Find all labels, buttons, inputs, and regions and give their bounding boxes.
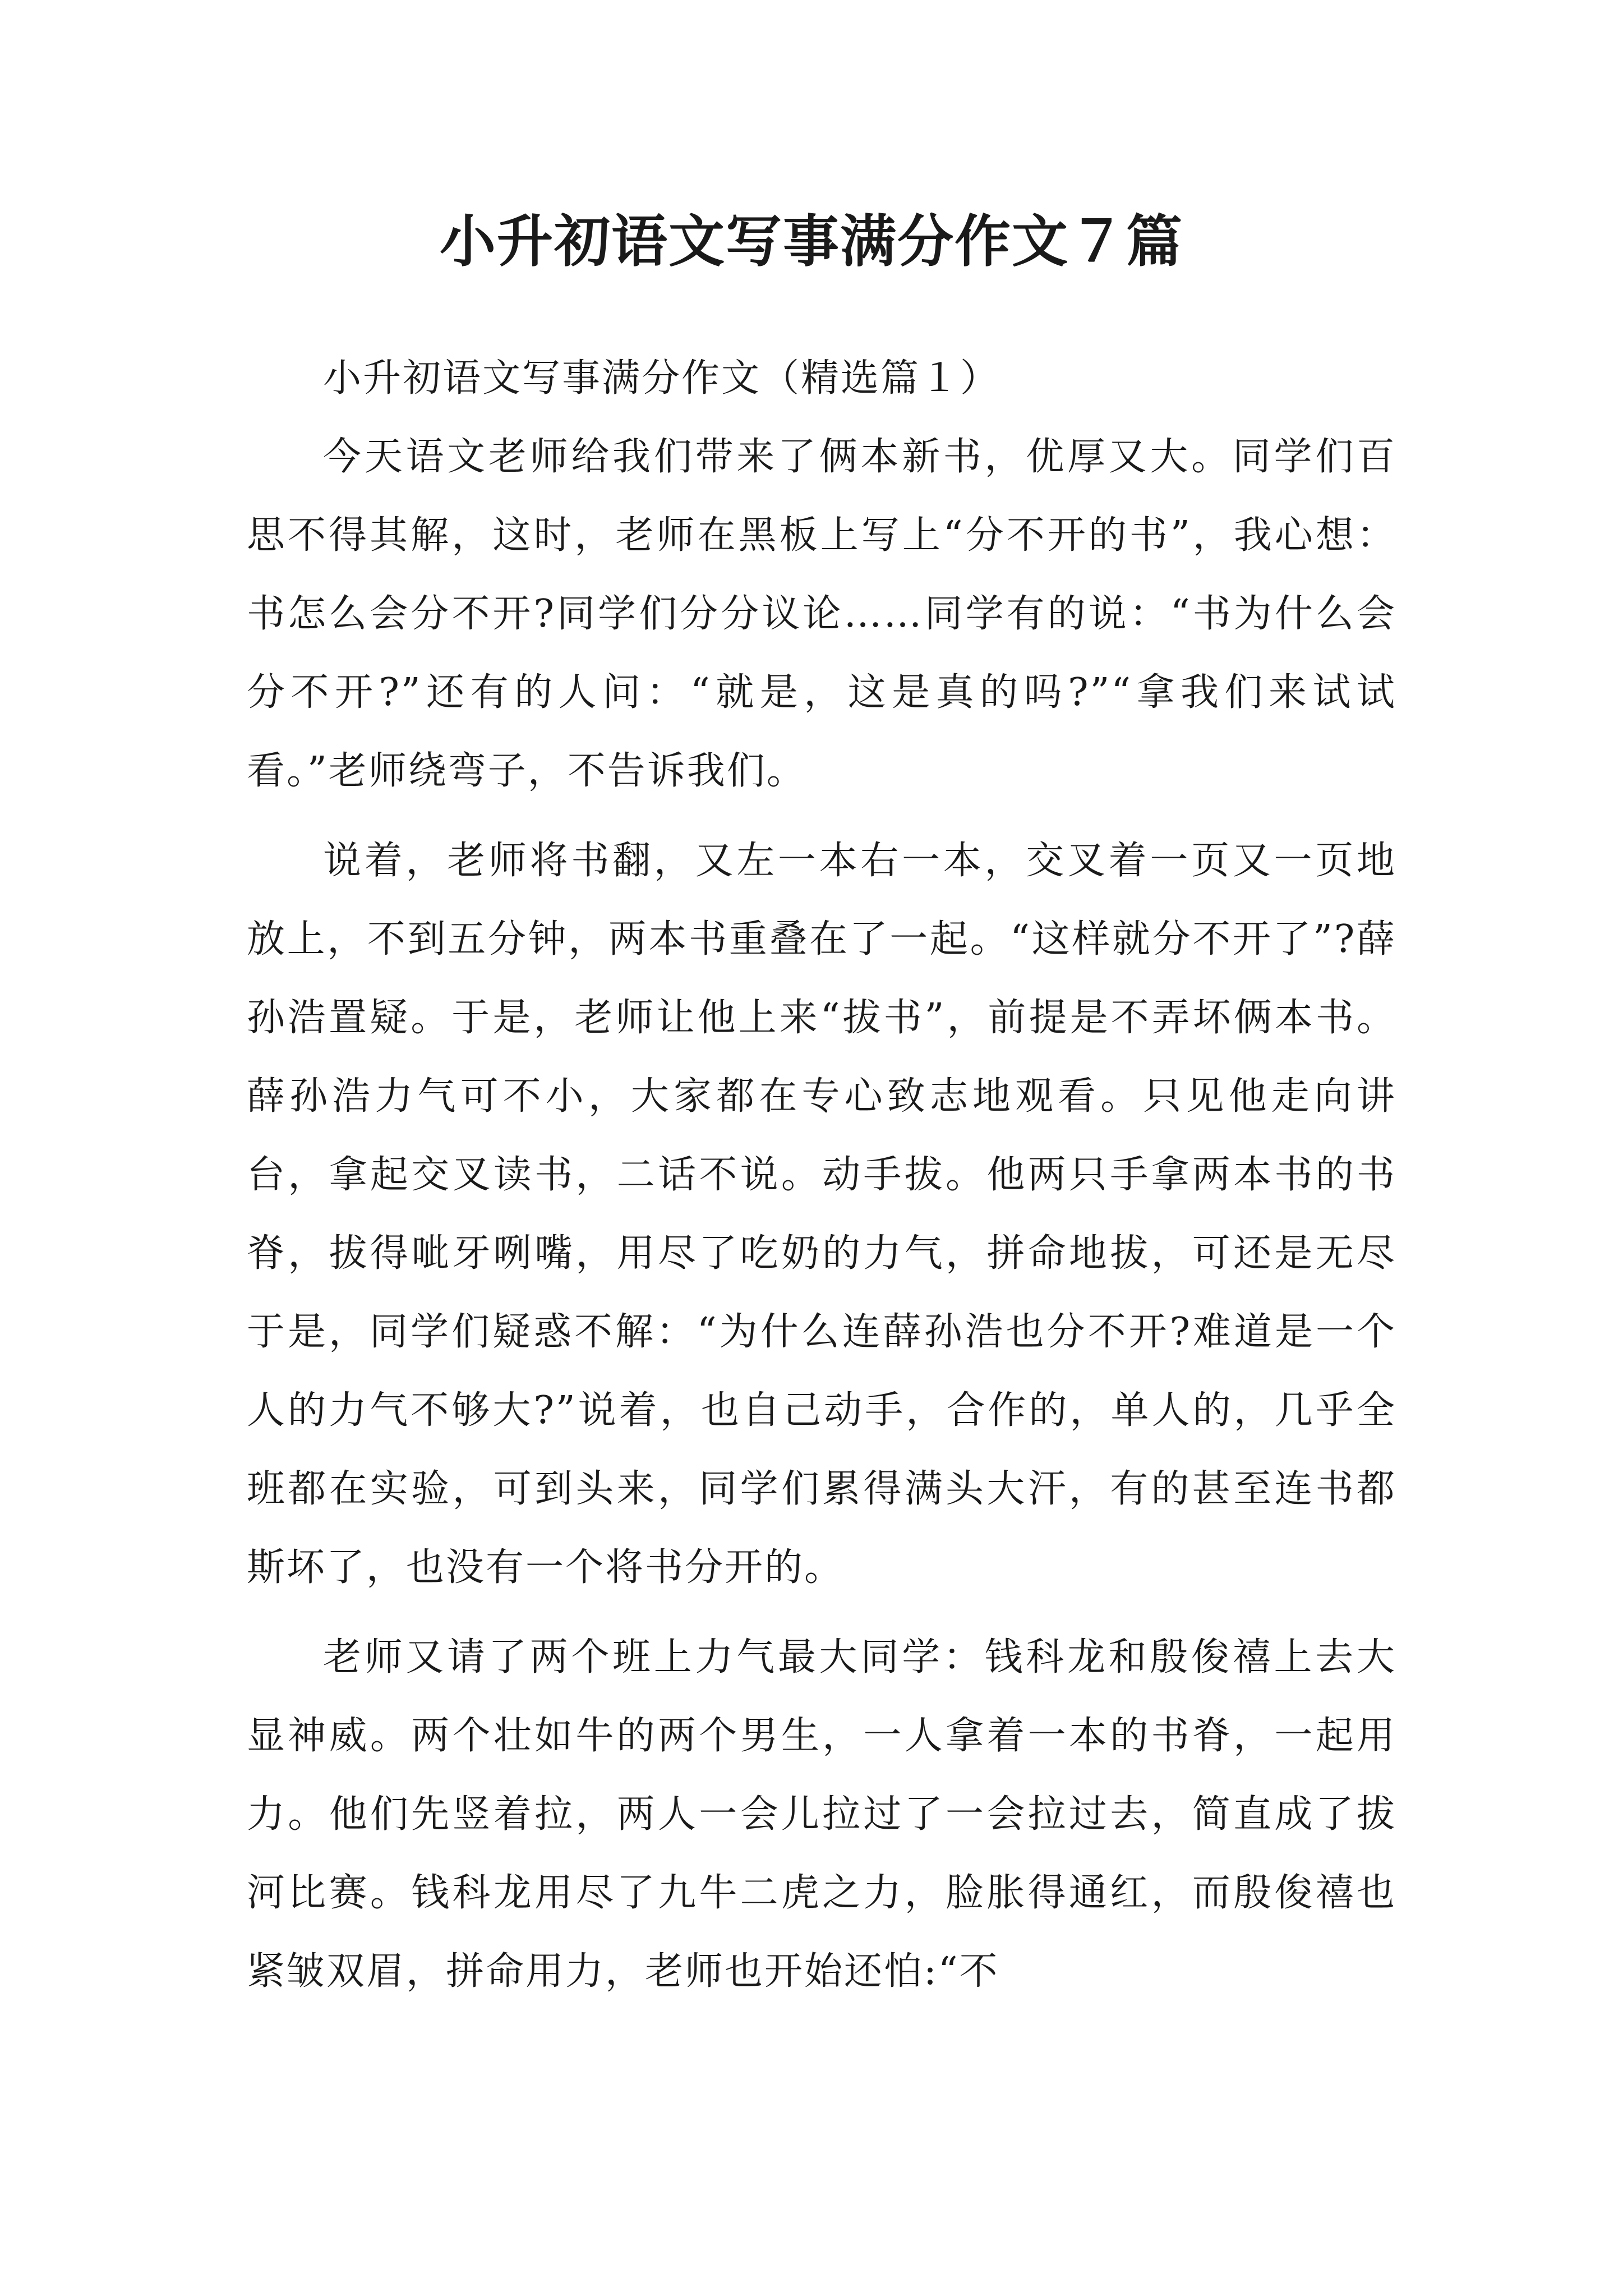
paragraph-3: 老师又请了两个班上力气最大同学：钱科龙和殷俊禧上去大显神威。两个壮如牛的两个男生，一人拿着一本的书脊，一起用力。他们先竖着拉，两人一会儿拉过了一会拉过去，简直成了拔河比赛。钱科龙用尽了九牛二虎之力，脸胀得通红，而殷俊禧也紧皱双眉，拼命用力，老师也开始还怕:“不 bbox=[247, 1635, 1396, 1994]
section-heading: 小升初语文写事满分作文（精选篇１） bbox=[323, 356, 1000, 401]
paragraph-1: 今天语文老师给我们带来了俩本新书，优厚又大。同学们百思不得其解，这时，老师在黑板上写上“分不开的书”，我心想：书怎么会分不开?同学们分分议论……同学有的说：“书为什么会分不开?”还有的人问：“就是，这是真的吗?”“拿我们来试试看。”老师绕弯子，不告诉我们。 bbox=[247, 435, 1396, 793]
paragraph-2: 说着，老师将书翻，又左一本右一本，交叉着一页又一页地放上，不到五分钟，两本书重叠在了一起。“这样就分不开了”?薛孙浩置疑。于是，老师让他上来“拔书”，前提是不弄坏俩本书。薛孙浩力气可不小，大家都在专心致志地观看。只见他走向讲台，拿起交叉读书，二话不说。动手拔。他两只手拿两本书的书脊，拔得呲牙咧嘴，用尽了吃奶的力气，拼命地拔，可还是无尽于是，同学们疑惑不解：“为什么连薛孙浩也分不开?难道是一个人的力气不够大?”说着，也自己动手，合作的，单人的，几乎全班都在实验，可到头来，同学们累得满头大汗，有的甚至连书都斯坏了，也没有一个将书分开的。 bbox=[247, 839, 1396, 1590]
document-title: 小升初语文写事满分作文７篇 bbox=[440, 208, 1183, 274]
document-body bbox=[247, 339, 1396, 2011]
